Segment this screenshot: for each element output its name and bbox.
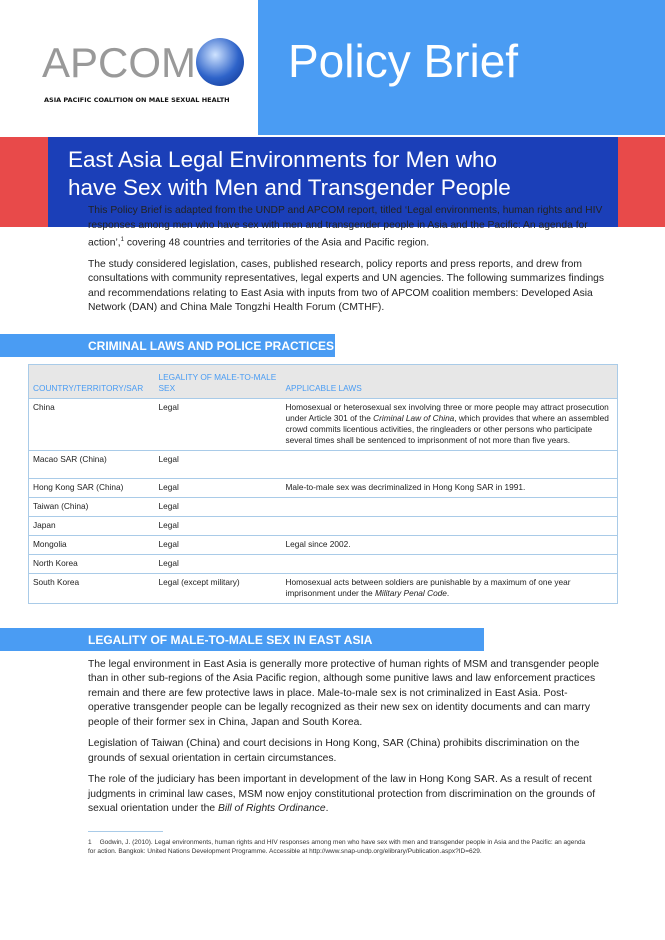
table-row xyxy=(29,450,618,478)
legality-cell: Legal xyxy=(155,450,282,478)
legality-paragraph-2: Legislation of Taiwan (China) and court decisions in Hong Kong, SAR (China) prohibits discrimination on the grounds of sexual orientation in certain circumstances. xyxy=(88,738,580,764)
legality-paragraph-3: The role of the judiciary has been important in development of the law in Hong Kong SAR. As a result of recent judgments in criminal law cases, MSM now enjoy constitutional protection from discrimination on the grounds of sexual orientation under the Bill of Rights Ordinance. xyxy=(88,774,596,815)
laws-cell: Male-to-male sex was decriminalized in Hong Kong SAR in 1991. xyxy=(282,478,618,497)
country-cell: Macao SAR (China) xyxy=(29,450,155,478)
title-line-1: East Asia Legal Environments for Men who xyxy=(68,147,497,172)
globe-icon xyxy=(196,38,244,86)
country-cell: Hong Kong SAR (China) xyxy=(29,478,155,497)
intro-paragraph-1: This Policy Brief is adapted from the UNDP and APCOM report, titled ‘Legal environments, human rights and HIV responses among men who have sex with men and transgender people in Asia and the Pacific: An agenda for action’,$^1$ covering 48 countries and territories of the Asia and Pacific region. xyxy=(88,205,603,249)
laws-cell: Homosexual or heterosexual sex involving three or more people may attract prosecution under Article 301 of the Criminal Law of China, which provides that where an assembled crowd commits licentious activities, the ringleaders or other persons who participate several times shall be sentenced to imprisonment of not more than five years. xyxy=(282,398,618,450)
legality-cell: Legal xyxy=(155,535,282,554)
laws-cell xyxy=(282,554,618,573)
laws-cell xyxy=(282,516,618,535)
country-cell: China xyxy=(29,398,155,450)
page-body xyxy=(0,204,665,857)
legality-cell: Legal xyxy=(155,478,282,497)
logo-subtitle: ASIA PACIFIC COALITION ON MALE SEXUAL HEALTH xyxy=(44,96,230,104)
table-row xyxy=(29,497,618,516)
legality-cell: Legal xyxy=(155,516,282,535)
apcom-logo xyxy=(30,30,255,110)
table-row xyxy=(29,573,618,603)
title-line-2: have Sex with Men and Transgender People xyxy=(68,175,511,200)
footnote: 1 Godwin, J. (2010). Legal environments, human rights and HIV responses among men who have sex with men and transgender people in Asia and the Pacific: an agenda for action. Bangkok: United Nations Development Programme. Accessible at http://www.snap-undp.org/elibrary/Publication.aspx?ID=629. xyxy=(88,838,586,856)
laws-cell xyxy=(282,497,618,516)
criminal-laws-table xyxy=(28,364,618,604)
legality-cell: Legal xyxy=(155,497,282,516)
footnote-divider xyxy=(88,831,163,832)
country-cell: Mongolia xyxy=(29,535,155,554)
legality-cell: Legal (except military) xyxy=(155,573,282,603)
country-cell: Japan xyxy=(29,516,155,535)
column-header: LEGALITY OF MALE-TO-MALE SEX xyxy=(155,364,282,398)
doc-type-banner xyxy=(258,0,665,135)
laws-cell: Homosexual acts between soldiers are punishable by a maximum of one year imprisonment under the Military Penal Code. xyxy=(282,573,618,603)
intro-paragraph-2: The study considered legislation, cases, published research, policy reports and press reports, and drew from consultations with community representatives, legal experts and UN agencies. The following summarizes findings and recommendations relating to East Asia with inputs from two of APCOM coalition members: Developed Asia Network (DAN) and China Male Tongzhi Health Forum (CMTHF). xyxy=(88,258,605,314)
section-heading-legality: LEGALITY OF MALE-TO-MALE SEX IN EAST ASIA xyxy=(0,628,484,651)
table-row xyxy=(29,516,618,535)
table-row xyxy=(29,398,618,450)
laws-cell: Legal since 2002. xyxy=(282,535,618,554)
legality-cell: Legal xyxy=(155,554,282,573)
logo-wordmark: APCOM xyxy=(42,39,197,86)
table-row xyxy=(29,554,618,573)
doc-type: Policy Brief xyxy=(288,35,519,87)
table-row xyxy=(29,535,618,554)
legality-cell: Legal xyxy=(155,398,282,450)
column-header: APPLICABLE LAWS xyxy=(282,364,618,398)
table-row xyxy=(29,478,618,497)
country-cell: Taiwan (China) xyxy=(29,497,155,516)
country-cell: South Korea xyxy=(29,573,155,603)
section-heading-criminal-laws: CRIMINAL LAWS AND POLICE PRACTICES xyxy=(0,334,335,357)
column-header: COUNTRY/TERRITORY/SAR xyxy=(29,364,155,398)
legality-paragraph-1: The legal environment in East Asia is generally more protective of human rights of MSM and transgender people than in other sub-regions of the Asia Pacific region, although some punitive laws and law enforcement practices remain and there are few protective laws in place. Male-to-male sex is not criminalized in East Asia. Post-operative transgender people can be legally recognized as their new sex on identity documents and can marry people of their former sex in China, Japan and South Korea. xyxy=(88,658,600,728)
country-cell: North Korea xyxy=(29,554,155,573)
laws-cell xyxy=(282,450,618,478)
